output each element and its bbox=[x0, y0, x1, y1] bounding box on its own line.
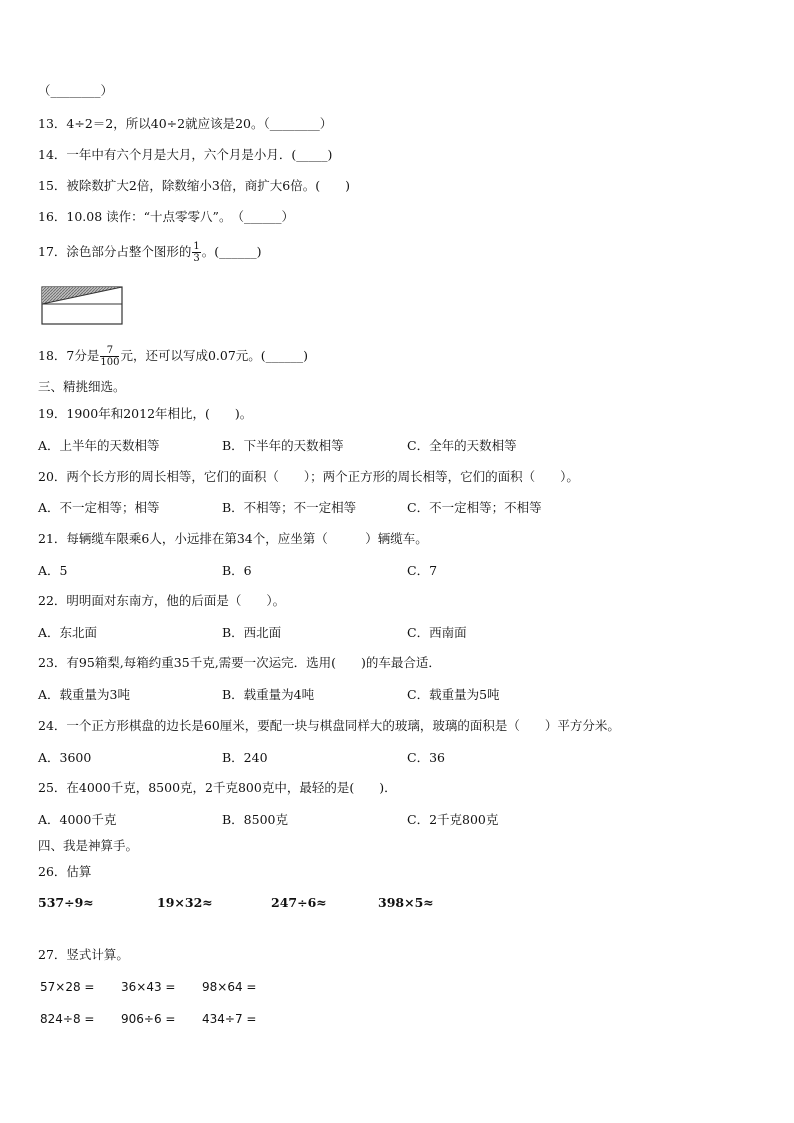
question-19: 19．1900年和2012年相比，( )。 bbox=[38, 406, 253, 421]
question-13: 13．4÷2＝2，所以40÷2就应该是20。（________） bbox=[38, 116, 333, 131]
estimate-item: 247÷6≈ bbox=[271, 895, 327, 910]
estimate-item: 19×32≈ bbox=[157, 895, 213, 910]
q21-option-b: B．6 bbox=[222, 563, 252, 578]
q23-option-c: C．载重量为5吨 bbox=[407, 687, 500, 702]
question-22: 22．明明面对东南方，他的后面是（ ）。 bbox=[38, 593, 286, 608]
fraction-numerator: 1 bbox=[193, 241, 200, 252]
q17-stem: 17．涂色部分占整个图形的 bbox=[38, 244, 192, 259]
question-26: 26．估算 bbox=[38, 864, 92, 879]
question-14: 14．一年中有六个月是大月，六个月是小月．(_____) bbox=[38, 147, 333, 162]
q12-answer-blank: （________） bbox=[38, 83, 114, 98]
q23-option-a: A．载重量为3吨 bbox=[38, 687, 130, 702]
question-25: 25．在4000千克，8500克，2千克800克中，最轻的是( )． bbox=[38, 780, 397, 795]
fraction-denominator: 3 bbox=[193, 253, 200, 264]
section-4-heading: 四、我是神算手。 bbox=[38, 838, 139, 853]
vertical-calc-item: 98×64 = bbox=[202, 980, 257, 994]
q20-option-a: A．不一定相等；相等 bbox=[38, 500, 160, 515]
q18-stem: 18．7分是 bbox=[38, 348, 100, 363]
q18-fraction bbox=[100, 345, 119, 368]
vertical-calc-item: 36×43 = bbox=[121, 980, 176, 994]
question-23: 23．有95箱梨,每箱约重35千克,需要一次运完．选用( )的车最合适． bbox=[38, 655, 441, 670]
fraction-numerator: 7 bbox=[100, 345, 119, 357]
fraction-denominator: 100 bbox=[100, 357, 120, 368]
q22-option-a: A．东北面 bbox=[38, 625, 98, 640]
q25-option-a: A．4000千克 bbox=[38, 812, 117, 827]
vertical-calc-item: 434÷7 = bbox=[202, 1012, 257, 1026]
question-21: 21．每辆缆车限乘6人，小远排在第34个，应坐第（ ）辆缆车。 bbox=[38, 531, 428, 546]
vertical-calc-item: 57×28 = bbox=[40, 980, 95, 994]
q25-option-c: C．2千克800克 bbox=[407, 812, 499, 827]
estimate-item: 398×5≈ bbox=[378, 895, 434, 910]
vertical-calc-item: 906÷6 = bbox=[121, 1012, 176, 1026]
q24-option-b: B．240 bbox=[222, 750, 268, 765]
q22-option-b: B．西北面 bbox=[222, 625, 282, 640]
question-15: 15．被除数扩大2倍，除数缩小3倍，商扩大6倍。( ) bbox=[38, 178, 351, 193]
question-27: 27．竖式计算。 bbox=[38, 947, 129, 962]
q25-option-b: B．8500克 bbox=[222, 812, 288, 827]
q20-option-b: B．不相等；不一定相等 bbox=[222, 500, 357, 515]
q19-option-b: B．下半年的天数相等 bbox=[222, 438, 344, 453]
question-20: 20．两个长方形的周长相等，它们的面积（ ）；两个正方形的周长相等，它们的面积（ ）。 bbox=[38, 469, 579, 484]
question-16: 16．10.08 读作：“十点零零八”。 （______） bbox=[38, 209, 294, 224]
vertical-calc-item: 824÷8 = bbox=[40, 1012, 95, 1026]
q17-tail: 。(______) bbox=[201, 244, 262, 259]
q23-option-b: B．载重量为4吨 bbox=[222, 687, 315, 702]
q19-option-c: C．全年的天数相等 bbox=[407, 438, 517, 453]
q21-option-c: C．7 bbox=[407, 563, 438, 578]
question-24: 24．一个正方形棋盘的边长是60厘米，要配一块与棋盘同样大的玻璃，玻璃的面积是（ ）平方分米。 bbox=[38, 718, 620, 733]
q24-option-a: A．3600 bbox=[38, 750, 92, 765]
estimate-item: 537÷9≈ bbox=[38, 895, 94, 910]
q18-tail: 元，还可以写成0.07元。(______) bbox=[120, 348, 309, 363]
q17-shaded-rectangle-figure bbox=[41, 286, 123, 326]
q21-option-a: A．5 bbox=[38, 563, 68, 578]
section-3-heading: 三、精挑细选。 bbox=[38, 379, 126, 394]
q24-option-c: C．36 bbox=[407, 750, 445, 765]
question-18 bbox=[38, 344, 308, 368]
q22-option-c: C．西南面 bbox=[407, 625, 467, 640]
q17-fraction bbox=[192, 241, 200, 264]
question-17 bbox=[38, 237, 262, 267]
q19-option-a: A．上半年的天数相等 bbox=[38, 438, 160, 453]
q20-option-c: C．不一定相等；不相等 bbox=[407, 500, 542, 515]
